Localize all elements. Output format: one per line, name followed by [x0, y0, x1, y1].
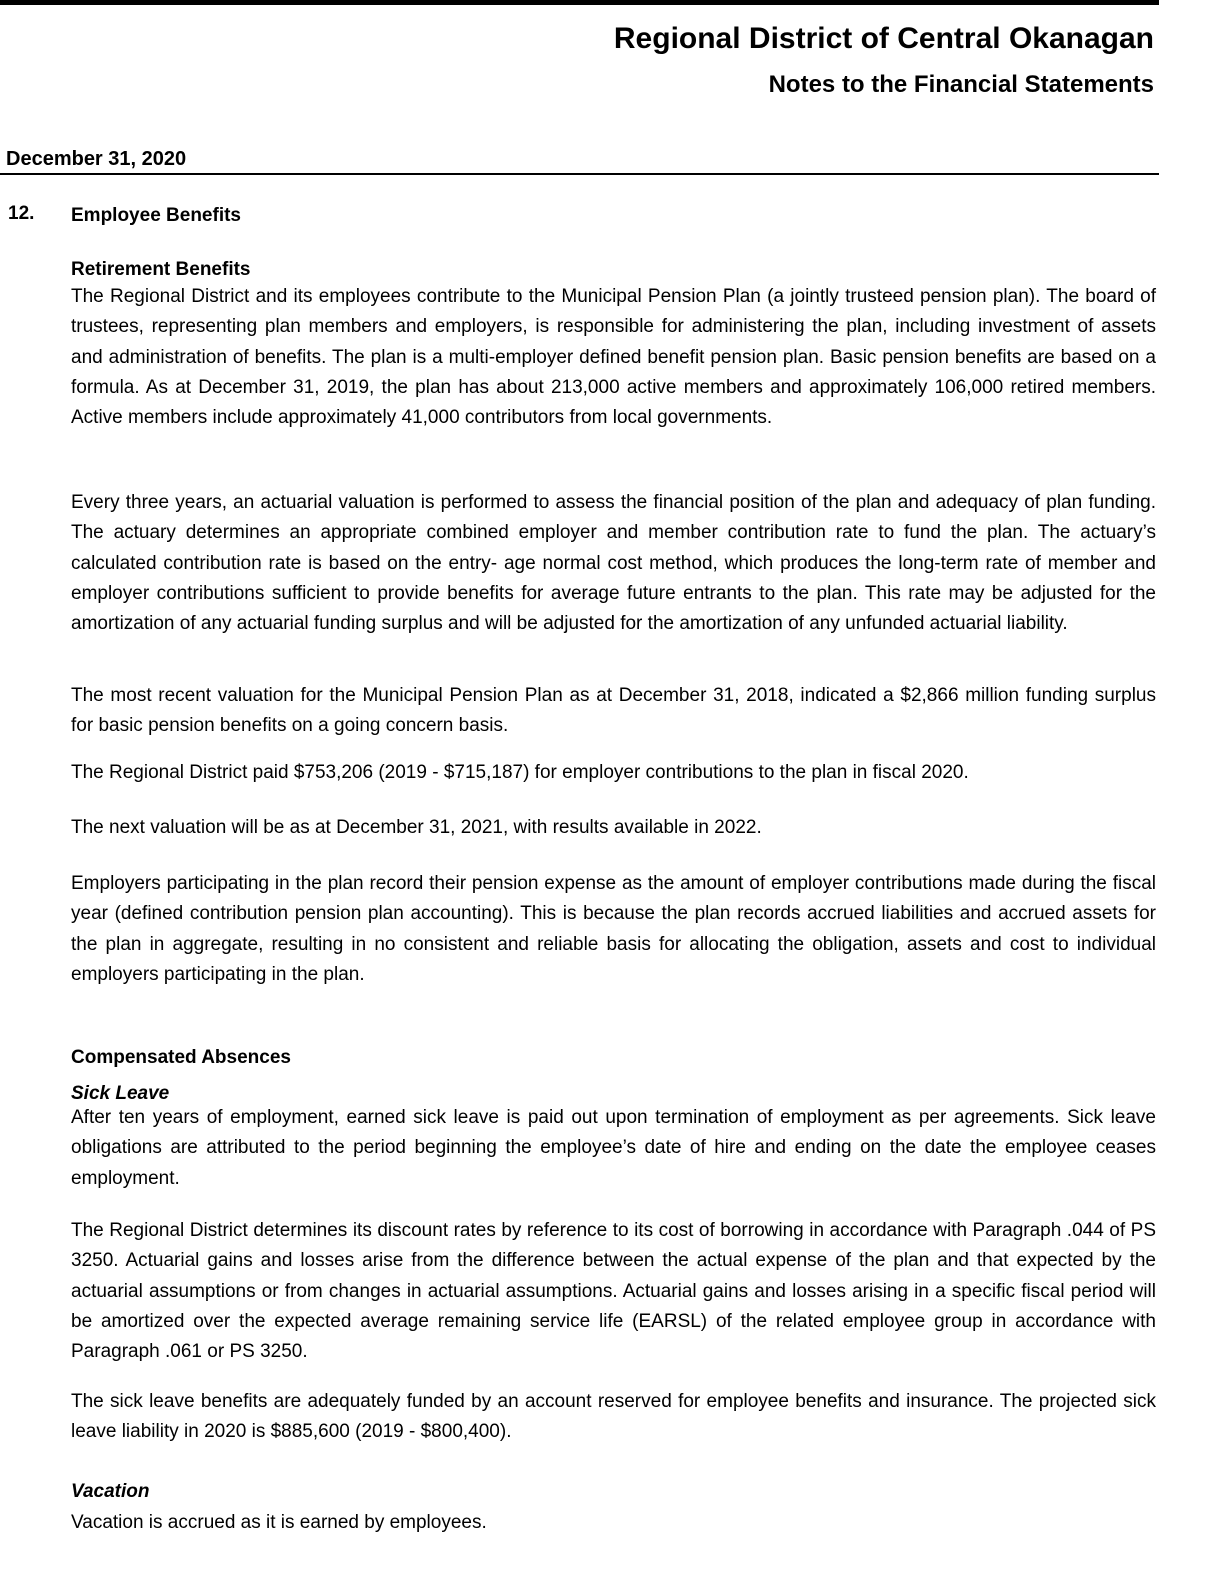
- retirement-benefits-heading: Retirement Benefits: [71, 259, 251, 280]
- period-date: December 31, 2020: [6, 148, 187, 170]
- vacation-paragraph: Vacation is accrued as it is earned by employees.: [71, 1512, 487, 1533]
- compensated-absences-heading: Compensated Absences: [71, 1047, 291, 1068]
- retirement-paragraph-4: The Regional District paid $753,206 (2019 - $715,187) for employer contributions to the plan in fiscal 2020.: [71, 762, 969, 783]
- retirement-paragraph-1: The Regional District and its employees contribute to the Municipal Pension Plan (a jointly trusteed pension plan). The board of trustees, representing plan members and employers, is responsible for administering the plan, including investment of assets and administration of benefits. The plan is a multi-employer defined benefit pension plan. Basic pension benefits are based on a formula. As at December 31, 2019, the plan has about 213,000 active members and approximately 106,000 retired members. Active members include approximately 41,000 contributors from local governments.: [71, 286, 1156, 429]
- note-number: 12.: [8, 203, 35, 224]
- retirement-paragraph-5: The next valuation will be as at December 31, 2021, with results available in 2022.: [71, 817, 762, 838]
- vacation-heading: Vacation: [71, 1481, 150, 1502]
- retirement-paragraph-6: Employers participating in the plan record their pension expense as the amount of employer contributions made during the fiscal year (defined contribution pension plan accounting). This is because the plan records accrued liabilities and accrued assets for the plan in aggregate, resulting in no consistent and reliable basis for allocating the obligation, assets and cost to individual employers participating in the plan.: [71, 873, 1156, 985]
- header-rule: [0, 173, 1159, 175]
- note-title: Employee Benefits: [71, 205, 241, 226]
- top-rule: [0, 0, 1159, 5]
- retirement-paragraph-3: The most recent valuation for the Municipal Pension Plan as at December 31, 2018, indicated a $2,866 million funding surplus for basic pension benefits on a going concern basis.: [71, 685, 1156, 737]
- sick-leave-paragraph-1: After ten years of employment, earned sick leave is paid out upon termination of employment as per agreements. Sick leave obligations are attributed to the period beginning the employee’s date of hire and ending on the date the employee ceases employment.: [71, 1107, 1156, 1189]
- sick-leave-heading: Sick Leave: [71, 1083, 170, 1104]
- document-subtitle: Notes to the Financial Statements: [768, 71, 1154, 98]
- sick-leave-paragraph-3: The sick leave benefits are adequately funded by an account reserved for employee benefits and insurance. The projected sick leave liability in 2020 is $885,600 (2019 - $800,400).: [71, 1391, 1156, 1443]
- sick-leave-paragraph-2: The Regional District determines its discount rates by reference to its cost of borrowing in accordance with Paragraph .044 of PS 3250. Actuarial gains and losses arise from the difference between the actual expense of the plan and that expected by the actuarial assumptions or from changes in actuarial assumptions. Actuarial gains and losses arising in a specific fiscal period will be amortized over the expected average remaining service life (EARSL) of the related employee group in accordance with Paragraph .061 or PS 3250.: [71, 1220, 1156, 1363]
- organization-title: Regional District of Central Okanagan: [613, 22, 1154, 55]
- retirement-paragraph-2: Every three years, an actuarial valuation is performed to assess the financial position of the plan and adequacy of plan funding. The actuary determines an appropriate combined employer and member contribution rate to fund the plan. The actuary’s calculated contribution rate is based on the entry- age normal cost method, which produces the long-term rate of member and employer contributions sufficient to provide benefits for average future entrants to the plan. This rate may be adjusted for the amortization of any actuarial funding surplus and will be adjusted for the amortization of any unfunded actuarial liability.: [71, 492, 1156, 635]
